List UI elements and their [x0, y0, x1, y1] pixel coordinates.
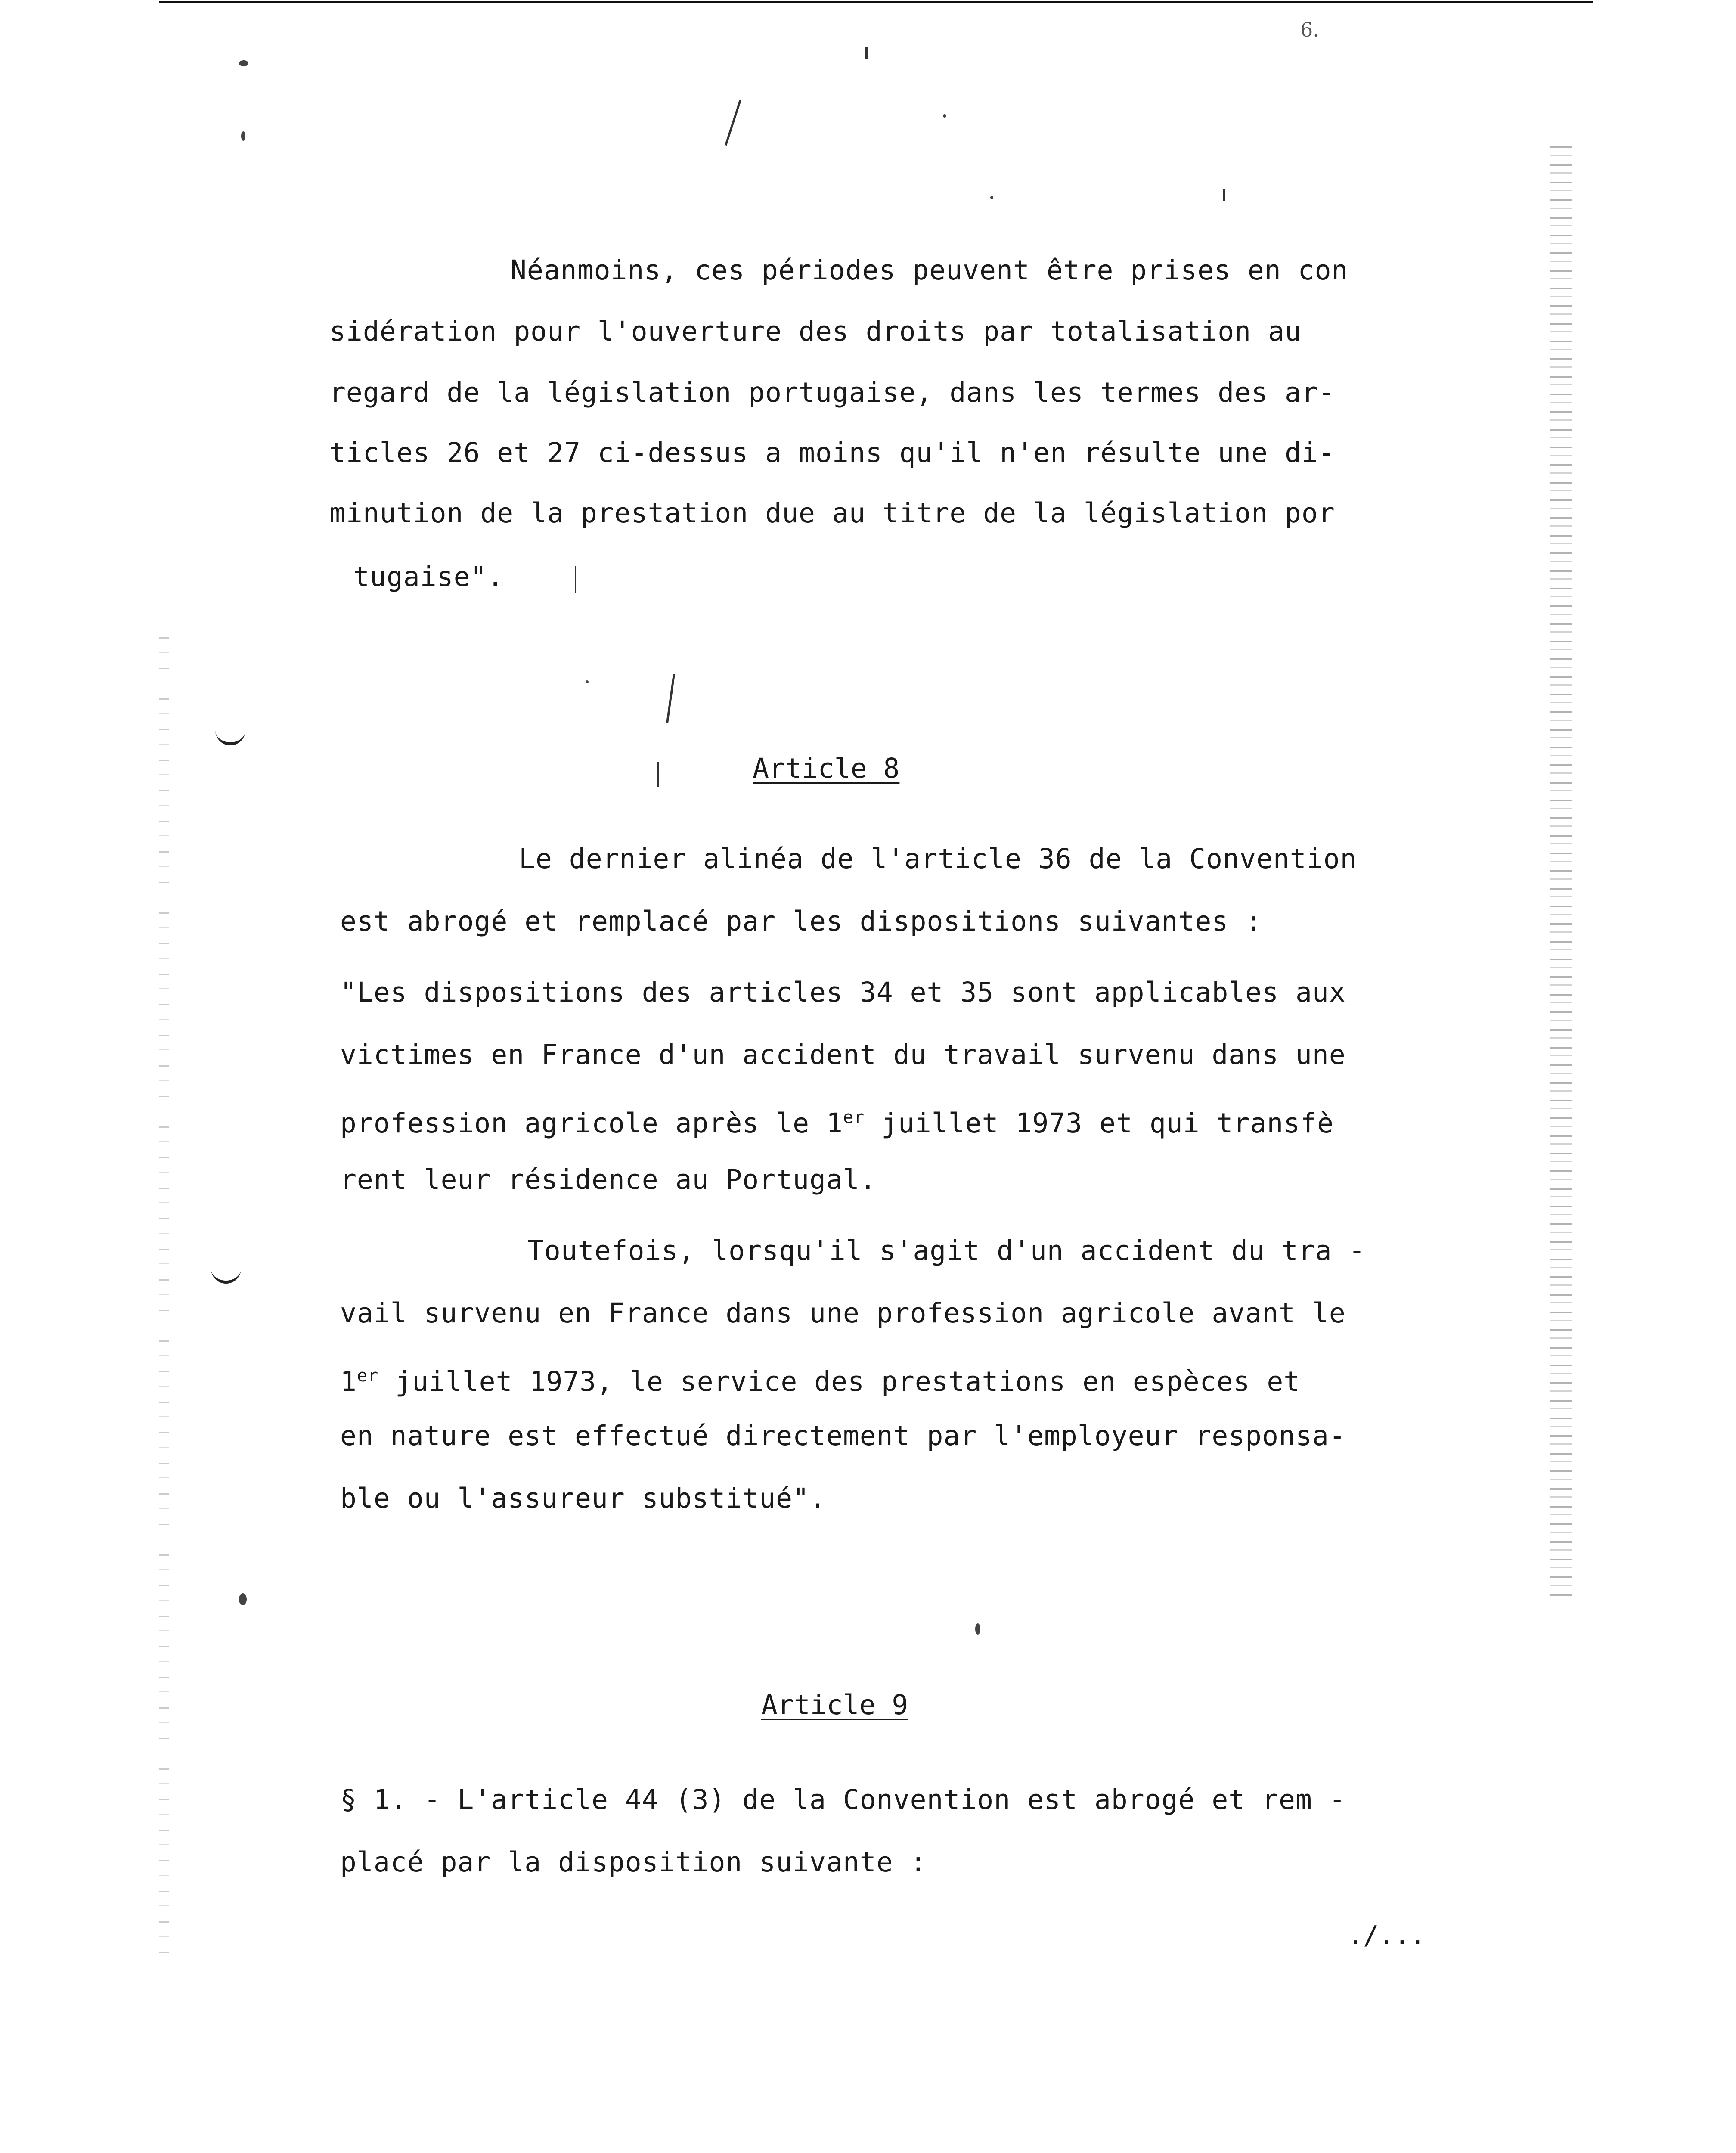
paragraph-line: minution de la prestation due au titre de la législation por: [329, 497, 1335, 529]
article-8-quote-line: [340, 1100, 1334, 1141]
punch-hole-mark: [211, 1262, 241, 1284]
article-8-quote-line: victimes en France d'un accident du travail survenu dans une: [340, 1039, 1346, 1070]
article-8-heading: Article 8: [753, 753, 900, 784]
article-8-toutefois-line: en nature est effectué directement par l'employeur responsa-: [340, 1420, 1346, 1452]
paragraph-line: ticles 26 et 27 ci-dessus a moins qu'il n'en résulte une di-: [329, 437, 1335, 468]
paragraph-line: Néanmoins, ces périodes peuvent être prises en con: [510, 254, 1348, 286]
article-8-toutefois-line: Toutefois, lorsqu'il s'agit d'un accident du tra -: [527, 1235, 1366, 1266]
article-8-toutefois-line: ble ou l'assureur substitué".: [340, 1483, 826, 1514]
article-8-quote-line: "Les dispositions des articles 34 et 35 sont applicables aux: [340, 977, 1346, 1008]
superscript: er: [356, 1366, 379, 1386]
article-9-line: § 1. - L'article 44 (3) de la Convention est abrogé et rem -: [340, 1784, 1346, 1815]
paragraph-line: sidération pour l'ouverture des droits par totalisation au: [329, 316, 1302, 347]
text-run: juillet 1973 et qui transfè: [865, 1108, 1334, 1139]
top-border-line: [159, 1, 1593, 3]
text-run: profession agricole après le 1: [340, 1108, 843, 1139]
paragraph-line: regard de la législation portugaise, dans les termes des ar-: [329, 377, 1335, 408]
article-9-line: placé par la disposition suivante :: [340, 1846, 927, 1878]
scan-stroke: [725, 100, 741, 146]
scan-speck: [943, 114, 946, 118]
scan-stroke: [657, 762, 659, 787]
article-8-intro-line: Le dernier alinéa de l'article 36 de la Convention: [519, 843, 1357, 875]
scan-speck: [586, 680, 589, 683]
scan-stroke: [575, 566, 576, 593]
text-run: 1: [340, 1366, 357, 1397]
scan-speck: [241, 131, 245, 141]
text-run: juillet 1973, le service des prestations en espèces et: [378, 1366, 1301, 1397]
scan-speck: [975, 1623, 980, 1635]
article-8-toutefois-line: [340, 1359, 1300, 1399]
article-8-toutefois-line: vail survenu en France dans une profession agricole avant le: [340, 1297, 1346, 1329]
scan-speck: [239, 1593, 247, 1605]
punch-hole-mark: [215, 723, 245, 745]
article-8-quote-line: rent leur résidence au Portugal.: [340, 1164, 877, 1195]
scan-speck: [990, 196, 993, 199]
left-edge-scan-noise: [159, 637, 169, 1981]
article-9-heading: Article 9: [761, 1689, 908, 1721]
continuation-mark: ./...: [1348, 1920, 1426, 1951]
scan-stroke: [666, 674, 675, 723]
scan-speck: [239, 60, 248, 66]
scan-stroke: [865, 47, 868, 59]
article-8-intro-line: est abrogé et remplacé par les dispositions suivantes :: [340, 906, 1262, 937]
page-number: 6.: [1300, 18, 1319, 41]
scan-stroke: [1223, 189, 1225, 201]
superscript: er: [843, 1108, 865, 1127]
paragraph-line: tugaise".: [353, 561, 504, 593]
right-edge-scan-noise: [1550, 146, 1572, 1602]
